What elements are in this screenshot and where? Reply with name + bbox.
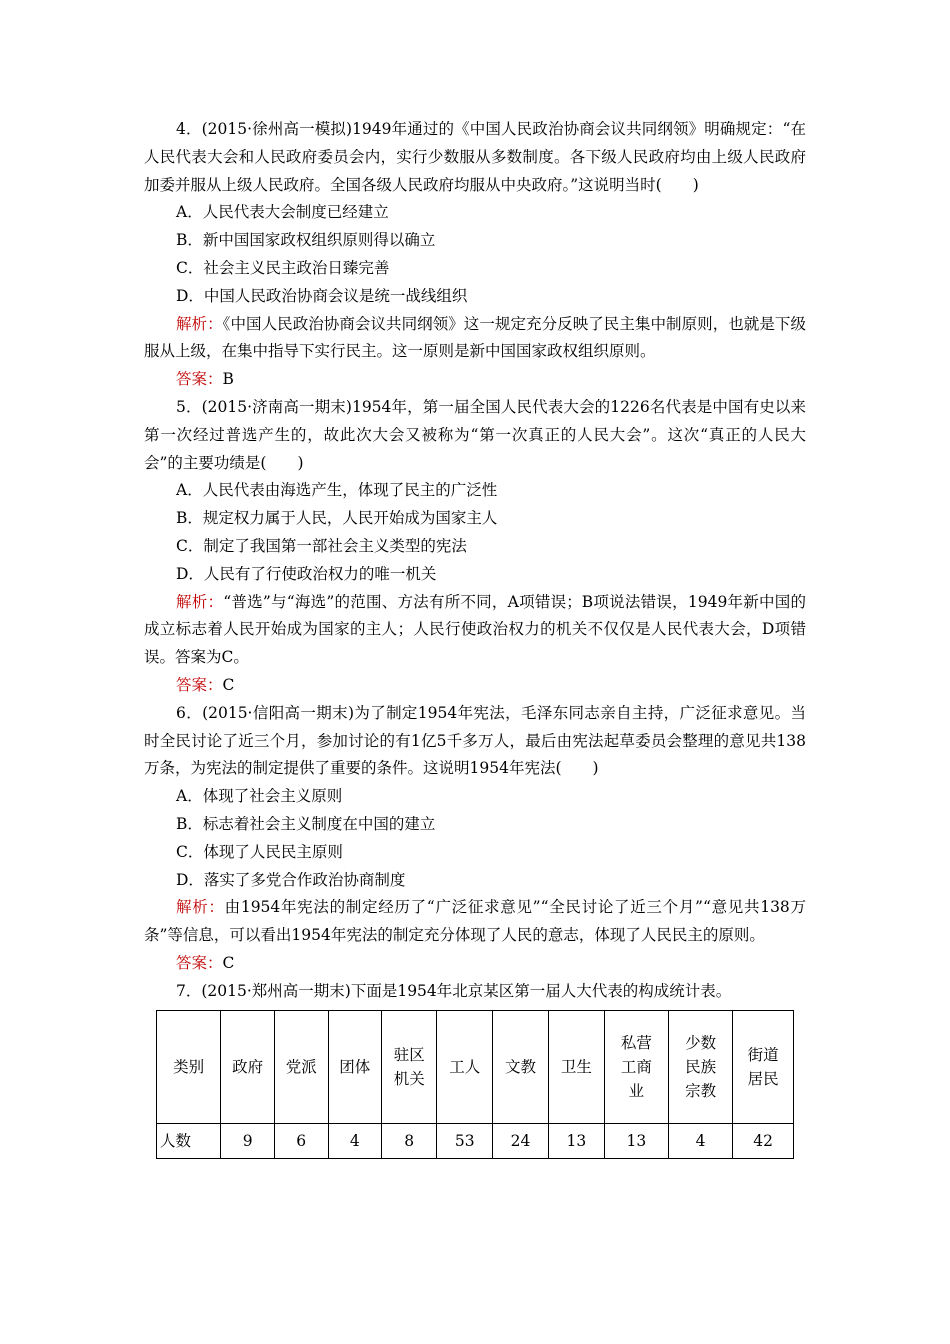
analysis-label: 解析： (176, 592, 224, 611)
table-cell: 13 (548, 1123, 604, 1158)
answer-value: B (222, 370, 234, 389)
question-4 (144, 116, 806, 394)
question-6 (144, 700, 806, 978)
answer (144, 672, 806, 700)
answer-value: C (222, 675, 235, 694)
table-header-cell: 少数民族宗教 (668, 1010, 732, 1123)
question-stem: 4．(2015·徐州高一模拟)1949年通过的《中国人民政治协商会议共同纲领》明确规定：“在人民代表大会和人民政府委员会内，实行少数服从多数制度。各下级人民政府均由上级人民政府加委并服从上级人民政府。全国各级人民政府均服从中央政府。”这说明当时( ) (144, 120, 806, 194)
table-cell: 人数 (157, 1123, 221, 1158)
question-stem: 7．(2015·郑州高一期末)下面是1954年北京某区第一届人大代表的构成统计表。 (176, 981, 732, 1000)
question-stem: 5．(2015·济南高一期末)1954年，第一届全国人民代表大会的1226名代表是中国有史以来第一次经过普选产生的，故此次大会又被称为“第一次真正的人民大会”。这次“真正的人民大会”的主要功绩是( ) (144, 397, 806, 472)
option-d: D．落实了多党合作政治协商制度 (176, 870, 406, 889)
answer-label: 答案： (176, 370, 223, 389)
analysis-text: “普选”与“海选”的范围、方法有所不同，A项错误；B项说法错误，1949年新中国的成立标志着人民开始成为国家的主人；人民行使政治权力的机关不仅仅是人民代表大会，D项错误。答案为C。 (144, 592, 806, 667)
table-header-row (157, 1010, 794, 1123)
analysis-text: 《中国人民政治协商会议共同纲领》这一规定充分反映了民主集中制原则，也就是下级服从上级，在集中指导下实行民主。这一原则是新中国国家政权组织原则。 (144, 314, 806, 361)
statistics-table (156, 1010, 794, 1159)
table-cell: 4 (668, 1123, 732, 1158)
option-a: A．体现了社会主义原则 (176, 787, 343, 806)
table-header-cell: 驻区机关 (382, 1010, 437, 1123)
table-header-cell: 团体 (328, 1010, 382, 1123)
option-d: D．人民有了行使政治权力的唯一机关 (176, 564, 437, 583)
option-b: B．标志着社会主义制度在中国的建立 (176, 814, 436, 833)
table-row (157, 1123, 794, 1158)
analysis-label: 解析： (176, 314, 223, 333)
analysis (144, 311, 806, 367)
option-c: C．社会主义民主政治日臻完善 (176, 258, 390, 277)
analysis (144, 894, 806, 950)
answer-label: 答案： (176, 675, 223, 694)
question-7 (144, 978, 806, 1159)
option-c: C．制定了我国第一部社会主义类型的宪法 (176, 536, 467, 555)
table-cell: 13 (604, 1123, 668, 1158)
option-b: B．规定权力属于人民，人民开始成为国家主人 (176, 509, 498, 528)
document-content (144, 116, 806, 1159)
table-cell: 42 (733, 1123, 794, 1158)
table-header-cell: 类别 (157, 1010, 221, 1123)
answer (144, 366, 806, 394)
table-header-cell: 卫生 (548, 1010, 604, 1123)
option-c: C．体现了人民民主原则 (176, 842, 343, 861)
table-header-cell: 街道居民 (733, 1010, 794, 1123)
table-cell: 4 (328, 1123, 382, 1158)
option-d: D．中国人民政治协商会议是统一战线组织 (176, 286, 468, 305)
option-a: A．人民代表大会制度已经建立 (176, 203, 389, 222)
table-cell: 9 (221, 1123, 275, 1158)
analysis-text: 由1954年宪法的制定经历了“广泛征求意见”“全民讨论了近三个月”“意见共138万条”等信息，可以看出1954年宪法的制定充分体现了人民的意志，体现了人民民主的原则。 (144, 898, 806, 945)
answer (144, 950, 806, 978)
option-a: A．人民代表由海选产生，体现了民主的广泛性 (176, 481, 498, 500)
analysis (144, 589, 806, 672)
table-cell: 53 (437, 1123, 493, 1158)
option-b: B．新中国国家政权组织原则得以确立 (176, 231, 436, 250)
table-header-cell: 工人 (437, 1010, 493, 1123)
answer-label: 答案： (176, 953, 223, 972)
table-header-cell: 政府 (221, 1010, 275, 1123)
table-header-cell: 党派 (274, 1010, 328, 1123)
question-stem: 6．(2015·信阳高一期末)为了制定1954年宪法，毛泽东同志亲自主持，广泛征求意见。当时全民讨论了近三个月，参加讨论的有1亿5千多万人，最后由宪法起草委员会整理的意见共138万条，为宪法的制定提供了重要的条件。这说明1954年宪法( ) (144, 703, 806, 778)
analysis-label: 解析： (176, 898, 225, 917)
table-header-cell: 私营工商业 (604, 1010, 668, 1123)
table-header-cell: 文教 (493, 1010, 549, 1123)
question-5 (144, 394, 806, 700)
table-cell: 24 (493, 1123, 549, 1158)
table-cell: 6 (274, 1123, 328, 1158)
table-cell: 8 (382, 1123, 437, 1158)
answer-value: C (222, 953, 235, 972)
